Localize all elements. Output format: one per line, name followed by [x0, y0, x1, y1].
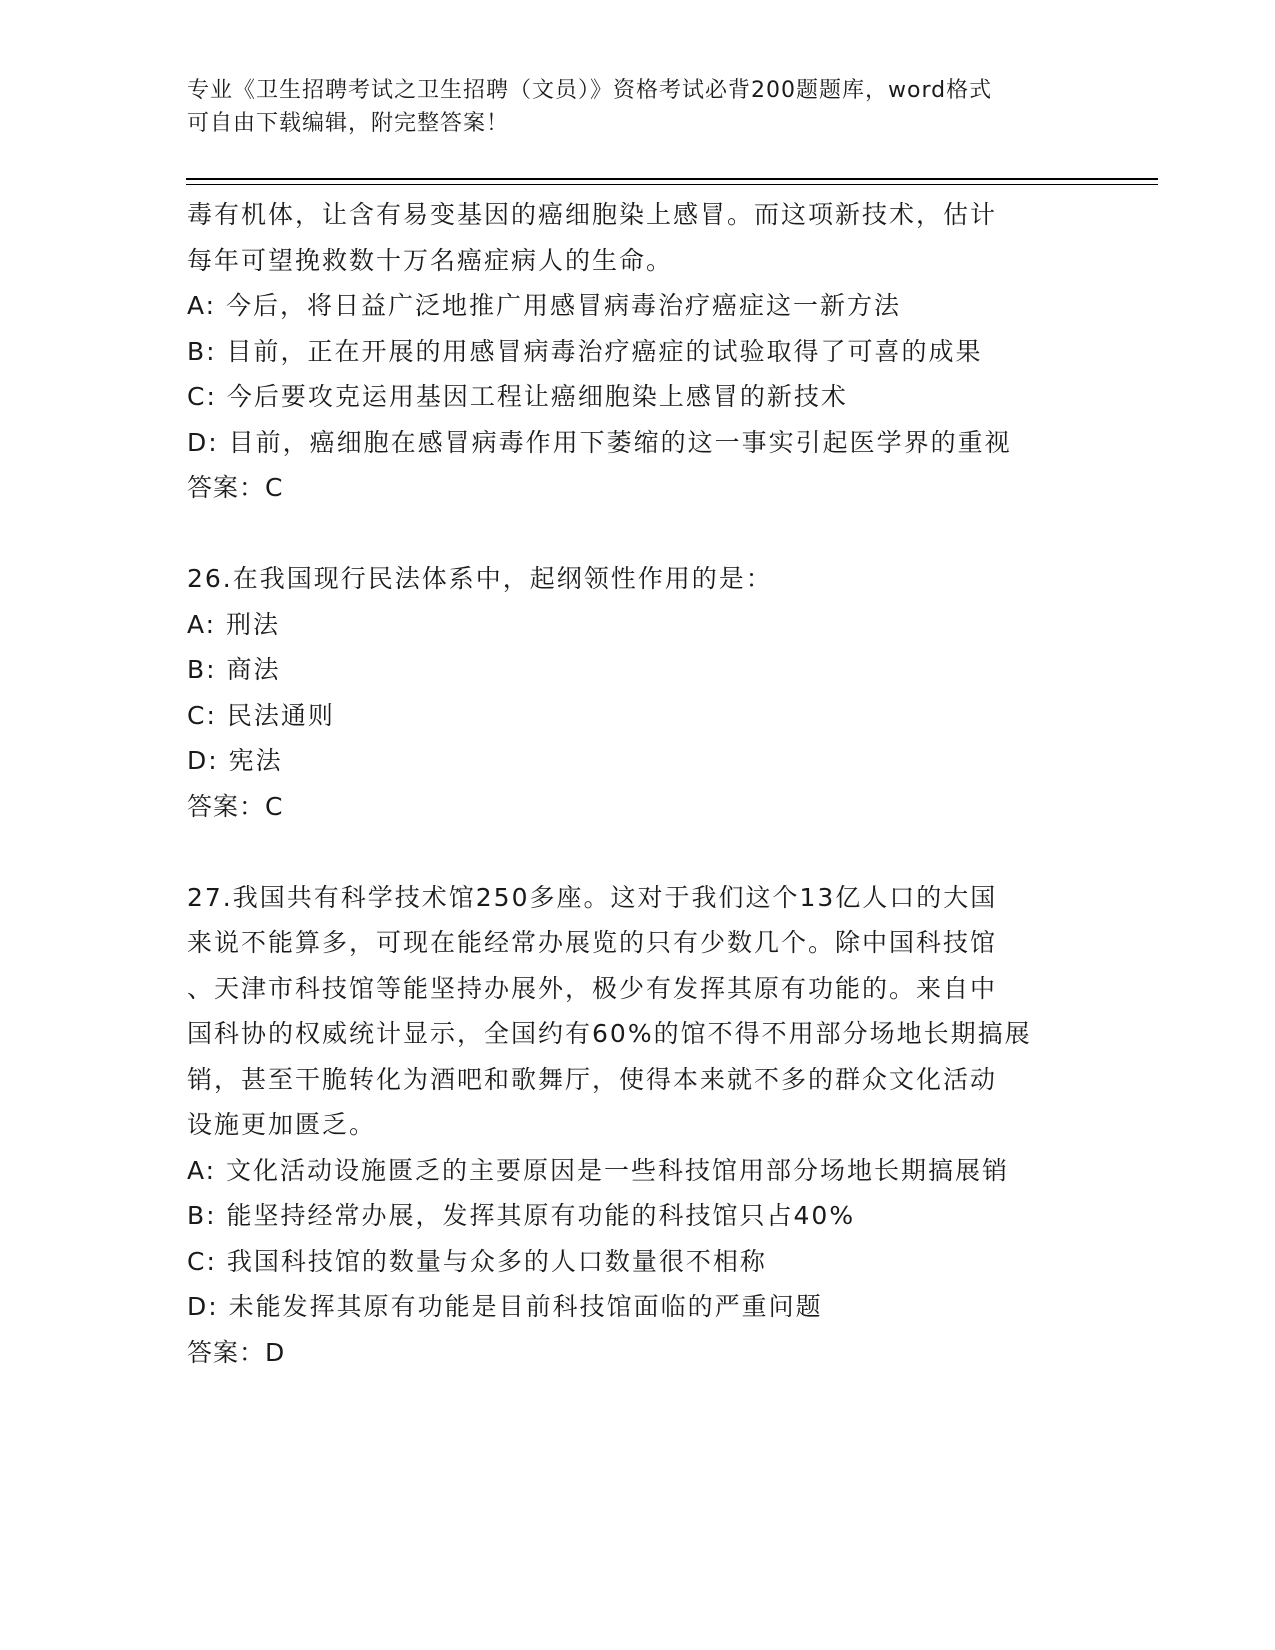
spacer — [187, 829, 1087, 875]
option-c: C: 今后要攻克运用基因工程让癌细胞染上感冒的新技术 — [187, 382, 848, 411]
header-line-1: 专业《卫生招聘考试之卫生招聘（文员）》资格考试必背200题题库，word格式 — [187, 78, 993, 103]
question-stem-line: 每年可望挽救数十万名癌症病人的生命。 — [187, 245, 674, 275]
question-stem-line: 毒有机体，让含有易变基因的癌细胞染上感冒。而这项新技术，估计 — [187, 200, 998, 229]
question-stem-line: 设施更加匮乏。 — [187, 1110, 377, 1139]
answer-key: 答案：C — [187, 791, 284, 821]
option-b: B: 目前，正在开展的用感冒病毒治疗癌症的试验取得了可喜的成果 — [187, 336, 983, 366]
question-content — [187, 192, 1087, 1375]
spacer — [187, 511, 1087, 557]
option-b: B: 能坚持经常办展，发挥其原有功能的科技馆只占40% — [187, 1201, 856, 1230]
question-block-25 — [187, 192, 1087, 511]
question-stem-line: 27.我国共有科学技术馆250多座。这对于我们这个13亿人口的大国 — [187, 882, 998, 912]
question-stem-line: 国科协的权威统计显示，全国约有60%的馆不得不用部分场地长期搞展 — [187, 1019, 1032, 1048]
option-a: A: 刑法 — [187, 609, 281, 639]
header-line-2: 可自由下载编辑，附完整答案！ — [187, 111, 510, 136]
question-stem-line: 、天津市科技馆等能坚持办展外，极少有发挥其原有功能的。来自中 — [187, 973, 998, 1003]
question-stem-line: 来说不能算多，可现在能经常办展览的只有少数几个。除中国科技馆 — [187, 928, 998, 957]
option-a: A: 文化活动设施匮乏的主要原因是一些科技馆用部分场地长期搞展销 — [187, 1155, 1010, 1185]
question-block-26 — [187, 556, 1087, 829]
document-header — [187, 74, 1087, 140]
option-c: C: 我国科技馆的数量与众多的人口数量很不相称 — [187, 1246, 767, 1276]
answer-key: 答案：D — [187, 1337, 286, 1367]
option-a: A: 今后，将日益广泛地推广用感冒病毒治疗癌症这一新方法 — [187, 291, 902, 320]
header-divider-thick — [186, 178, 1158, 180]
option-d: D: 宪法 — [187, 746, 283, 775]
answer-key: 答案：C — [187, 473, 284, 502]
option-d: D: 未能发挥其原有功能是目前科技馆面临的严重问题 — [187, 1292, 823, 1321]
question-stem-line: 26.在我国现行民法体系中，起纲领性作用的是： — [187, 564, 773, 593]
question-block-27 — [187, 875, 1087, 1376]
question-stem-line: 销，甚至干脆转化为酒吧和歌舞厅，使得本来就不多的群众文化活动 — [187, 1064, 998, 1094]
option-d: D: 目前，癌细胞在感冒病毒作用下萎缩的这一事实引起医学界的重视 — [187, 427, 1012, 457]
option-c: C: 民法通则 — [187, 700, 335, 730]
option-b: B: 商法 — [187, 655, 281, 684]
header-divider-thin — [186, 184, 1158, 185]
